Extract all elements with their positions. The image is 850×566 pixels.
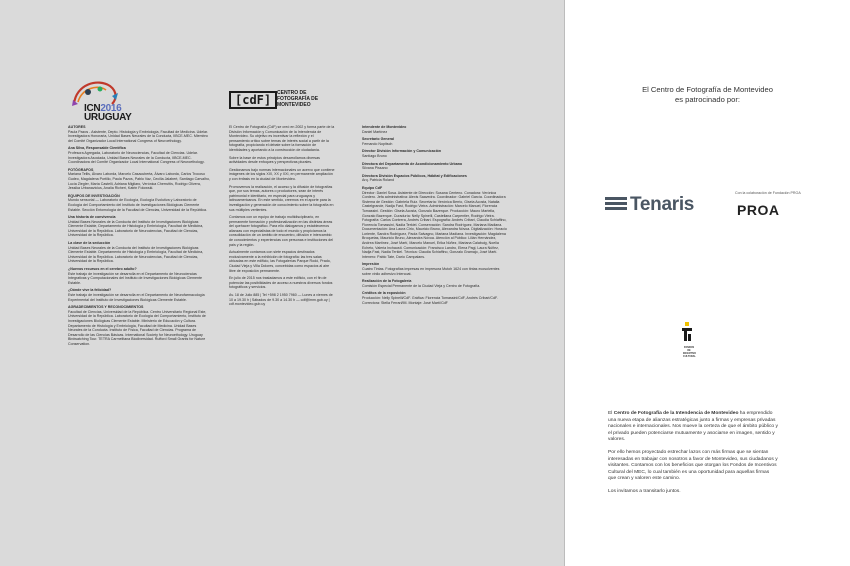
sponsor-paragraph: [608, 411, 778, 444]
credits-column: [68, 125, 210, 350]
icn-text: ICN: [84, 103, 101, 114]
block-text: Promovemos la realización, el acceso y la difusión de fotografías que, por sus temas, autores o productores, sean de interés patrimonial e identitario, en especial para uruguayos y latinoamericanos. En este sentido, creemos en el aporte para la investigación y generación de conocimiento sobre la fotografía en sus múltiples vertientes.: [229, 184, 334, 212]
sponsor-paragraph: Los invitamos a transitarlo juntos.: [608, 488, 681, 494]
block-text: Este trabajo de investigación se desarrolla en el Departamento de Neurociencias Integrativas y Computacionales del Instituto de Investigaciones Biológicas Clemente Estable.: [68, 271, 203, 285]
block-heading: Créditos de la exposición: [362, 291, 406, 296]
text-block: [68, 215, 210, 238]
block-text: Fernando Nopitsch: [362, 141, 393, 146]
cdf-name-bold: Centro de Fotografía de la Intendencia de Montevideo: [613, 411, 739, 416]
tenaris-logo: Tenaris: [630, 194, 695, 215]
sponsor-title-line: es patrocinado por:: [674, 95, 740, 104]
sponsor-title-line: El Centro de Fotografía de Montevideo: [642, 85, 773, 94]
text-block: [68, 168, 210, 191]
block-heading: ¿Nuevos recursos en el cerebro adulto?: [68, 267, 137, 272]
text-block: [68, 288, 210, 302]
text-block: [229, 293, 335, 307]
sponsor-paragraph: Por ello hemos proyectado estrechar lazos con más firmas que se sientan interesadas en trabajar con nosotros a favor de Montevideo, sus ciudadanos y visitantes. Contamos con los beneficios que otorgan los Fondos de Incentivos Cultural del MEC, lo cual también es una oportunidad para aquellas firmas que crean y valoren este camino.: [608, 449, 778, 482]
icn-logo-wordmark: [84, 104, 132, 122]
tenaris-logo-icon: [605, 197, 627, 213]
sponsor-title: [565, 85, 850, 105]
fondos-incentivo-logo: [680, 322, 694, 346]
text-block: [362, 174, 507, 183]
text-block: [229, 125, 335, 153]
block-heading: FOTÓGRAFOS: [68, 167, 94, 172]
block-text: Gestionamos bajo normas internacionales un acervo que contiene imágenes de los siglos XIX, XX y XXI, en permanente ampliación y con énfasis en la ciudad de Montevideo.: [229, 167, 335, 181]
text-block: [68, 194, 210, 212]
block-heading: Una historia de convivencia: [68, 215, 116, 220]
block-text: Producción: Nelly Spinelli/CdF. Gráfica: Florencia Tomassini/CdF, Andrés Cribari/CdF. Correctora: Stella Ferrari/IM. Montaje: José Martí/CdF: [362, 296, 498, 305]
block-heading: Intendente de Montevideo: [362, 125, 407, 129]
cdf-about-column: [229, 125, 335, 310]
block-text: Contamos con un equipo de trabajo multidisciplinario, en permanente formación y profesionalización en las distintas áreas del quehacer fotográfico. Para ello dialogamos y establecemos alianzas con especialistas de todo el mundo y propiciamos la consolidación de un ámbito de encuentro, difusión e intercambio de conocimientos y experiencias con personas e instituciones del país y la región.: [229, 215, 334, 247]
staff-column: [362, 125, 507, 308]
block-text: Av. 18 de Julio 885 | Tel +598 2 1950 7960 — Lunes a viernes de 10 a 19.30 h | Sábados de 9.30 a 14.30 h — cdf@imm.gub.uy | cdf.montevideo.gub.uy: [229, 293, 333, 307]
text-block: [362, 137, 507, 146]
icn-country: URUGUAY: [84, 112, 132, 123]
cdf-logo: [cdF]: [229, 91, 277, 109]
text-block: [362, 262, 507, 276]
block-heading: Directora División Espacios Públicos, Hábitat y Edificaciones: [362, 173, 467, 178]
text-block: [68, 125, 210, 143]
block-heading: Director División Información y Comunicación: [362, 149, 442, 154]
text-block: [68, 146, 210, 164]
text-block: [229, 250, 335, 273]
block-text: Unidad Bases Neurales de la Conducta del Instituto de Investigaciones Biológicas Clemente Estable. Departamento de Histología y Embriología, Facultad de Medicina, Universidad de la República. Laboratorio de Neurociencias, Facultad de Ciencias, Universidad de la República.: [68, 245, 204, 264]
block-heading: ¿Dónde vive la felicidad?: [68, 288, 112, 293]
block-heading: AUTORES: [68, 125, 86, 129]
block-text: Santiago Bruno: [362, 153, 387, 158]
block-text: Director: Daniel Sosa. Asistente de Dirección: Susana Centeno. Conadora: Verónica Cordero. Jefa administrativa: Alexis Saavedra. Coordinador: Gabriel García. Coordinadora Sistema de Gestión: Gabriela Ruiz. Secretaría: Verónica Berrio, Gisela Acosta, Natalia Castelgrande, Nadja Fast, Rodrigo Vieira. Administración: Marcelo Manuel, Florencia Tomassini. Gestión: Gisela Acosta, Gonzalo Bazerque. Producción: Mauro Martella, Gonzalo Bazerque. Curaduría: Nelly Spinelli, Castellana Carpentier, Rodrigo Vieira. Fotografía: Carlos Contrera, Andrés Cribari. Espografía: Andrés Cribari, Claudia Schiaffino, Florencia Tomassini, Nadia Terkiel. Conservación: Sandra Rodríguez, Mariana Madiana. Documentación: Ana Laura Cirio, Mauricio Bruno, Alexandra Nóvoa. Digitalización: Horacio Loriente, Sandra Rodríguez, Paola Salvagno, Mariana Madiana. Investigación: Magdalena Broquetas, Mauricio Bruno, Alexandra Nóvoa. Atención al Público: Lilián Hernández, Andrea Martínez, José Martí, Marcelo Manuel, Erika Núñez, Mariana Calabuig, Noelia Echeto, Valeria Inchausti. Comunicación: Francisco Landro, Elena Pagi, Laura Núñez, Nadja Fast, Nadia Terkiel. Técnica: Claudia Schiaffino, Gonzalo Gramajo, José Martí. Intenero: Pablo Tate, Darío Campalans.: [362, 190, 507, 259]
text-block: [362, 125, 507, 134]
block-heading: Realización de la Fotogalería: [362, 279, 412, 284]
block-heading: La clave de la seducción: [68, 241, 111, 246]
block-text: Arq. Patricia Roland: [362, 178, 394, 183]
block-heading: Ana Silva, Responsable Científica: [68, 146, 126, 151]
block-heading: Equipo CdF: [362, 185, 383, 190]
text-block: [68, 241, 210, 264]
text-block: [362, 291, 507, 305]
text-block: [229, 276, 335, 290]
block-heading: EQUIPOS DE INVESTIGACIÓN: [68, 193, 120, 198]
block-heading: AGRADECIMIENTOS Y RECONOCIMIENTOS: [68, 305, 144, 310]
block-text: Comisión Especial Permanente de la Ciudad Vieja y Centro de Fotografía.: [362, 283, 481, 288]
text-block: [229, 156, 335, 165]
proa-note: Con la colaboración de Fundación PROA: [735, 191, 801, 195]
block-text: Facultad de Ciencias, Universidad de la República. Centro Universitario Regional Este, Universidad de la República. Laboratorio de Ecología del Comportamiento, Instituto de Investigaciones Biológicas Clemente Estable. Ministerio de Educación y Cultura. Departamento de Histología y Embriología, Facultad de Medicina. Unidad Bases Neurales de la Conducta. Instituto de Física, Facultad de Ciencias. Programa de Desarrollo de las Ciencias Básicas. International Society for Neuroethology. Uruguay Birdwatching Tour. TETRA Carmelitana Biodiversidad. Rufford Small Grants for Nature Conservation.: [68, 309, 207, 346]
block-text: Profesora Agregada, Laboratorio de Neurociencias, Facultad de Ciencias. Udelar. Investigadora Asociada, Unidad Bases Neurales de la Conducta, IIBCE-MEC. Coordinadora del Comité Organizador Local International Congress of Neuroethology.: [68, 150, 205, 165]
text-block: [362, 279, 507, 288]
sponsor-p1-pre: El: [608, 411, 614, 416]
block-text: En julio de 2015 nos trasladamos a este edificio, con el fin de potenciar las posibilidades de acceso a nuestros diversos fondos fotográficos y servicios.: [229, 276, 333, 290]
block-text: Silvana Pissano: [362, 166, 388, 171]
text-block: [68, 267, 210, 285]
text-block: [229, 185, 335, 213]
proa-logo: PROA: [737, 202, 780, 218]
block-text: Actualmente contamos con siete espacios destinados exclusivamente a la exhibición de fotografía: las tres salas ubicadas en este edificio, las Fotogalerías Parque Rodó, Prado, Ciudad Vieja y Villa Dolores, concebidas como espacios al aire libre de exposición permanente.: [229, 250, 331, 273]
text-block: [362, 162, 507, 171]
block-text: El Centro de Fotografía (CdF) se creó en 2002 y forma parte de la División Información y Comunicación de la Intendencia de Montevideo. Su objetivo es incentivar la reflexión y el pensamiento crítico sobre temas de interés social a partir de la fotografía, propiciando el debate sobre la formación de identidades y aportando a la construcción de ciudadanía.: [229, 125, 335, 152]
sponsor-body: [608, 411, 778, 502]
block-text: Daniel Martínez: [362, 129, 388, 134]
block-heading: Impresión: [362, 262, 380, 267]
block-text: Cuatro Tintas. Fotografías impresas en impresora Mutoh 1624 con tintas ecosolventes sobre vinilo adhesivo Intercoat.: [362, 267, 500, 276]
fondos-incentivo-text: FONDOS DE INCENTIVO CULTURAL: [683, 346, 697, 358]
block-text: Paula Pazos - Asistente, Depto. Histología y Embriología, Facultad de Medicina. Udelar. Investigadora Honoraria, Unidad Bases Neurales de la Conducta, IIBCE-MEC. Miembro del Comité Organizador Local International Congress of Neuroethology.: [68, 129, 209, 143]
text-block: [229, 215, 335, 247]
block-text: Sobre la base de estos principios desarrollamos diversas actividades desde enfoques y perspectivas plurales.: [229, 155, 320, 165]
text-block: [68, 305, 210, 346]
cdf-logo-name: CENTRO DE FOTOGRAFÍA DE MONTEVIDEO: [277, 90, 319, 108]
block-text: Unidad Bases Neurales de la Conducta del Instituto de Investigaciones Biológicas Clemente Estable, Departamento de Histología y Embriología, Facultad de Medicina, Universidad de la República. Laboratorio de Neurociencias, Facultad de Ciencias, Universidad de la República.: [68, 219, 204, 238]
block-heading: Secretario General: [362, 137, 394, 142]
block-heading: Directora del Departamento de Acondicionamiento Urbano: [362, 161, 463, 166]
block-text: Este trabajo de investigación se desarrolla en el Departamento de Neurofarmacología Experimental del Instituto de Investigaciones Biológicas Clemente Estable.: [68, 293, 205, 302]
text-block: [362, 149, 507, 158]
text-block: [229, 168, 335, 182]
text-block: [362, 186, 507, 260]
icn-year: 2016: [100, 103, 122, 114]
block-text: Mariana Tellis, Álvaro Laborda, Marcelo Casacuberta, Álvaro Laborda, Carlos Trocoso Gudeo, Magdalena Portillo, Paula Pazos, Pablo Vaz, Cecilia Jalabert, Santiago Carvalho, Lucía Ziegler, María Castelli, Adriana Migliaro, Verónica Cherruttis, Rodrigo Olivera, Jessika Urbanavicius, Analía Richeri, Katrin Folowski.: [68, 172, 210, 191]
block-text: Mundo sensorial — Laboratorio de Ecología, Ecología Evolutiva y Laboratorio de Ecología del Comportamiento del Instituto de Investigaciones Biológicas Clemente Estable. Sección Entomología de la Facultad de Ciencias, Universidad de la República.: [68, 198, 208, 212]
sponsor-p1-post: ha emprendido una nueva etapa de alianzas estratégicas junto a firmas y empresas privadas nacionales e internacionales. Nos mueve la certeza de que el ámbito público y el privado pueden potenciarse mutuamente y asociarse en imagen, sentido y valores.: [608, 411, 778, 443]
